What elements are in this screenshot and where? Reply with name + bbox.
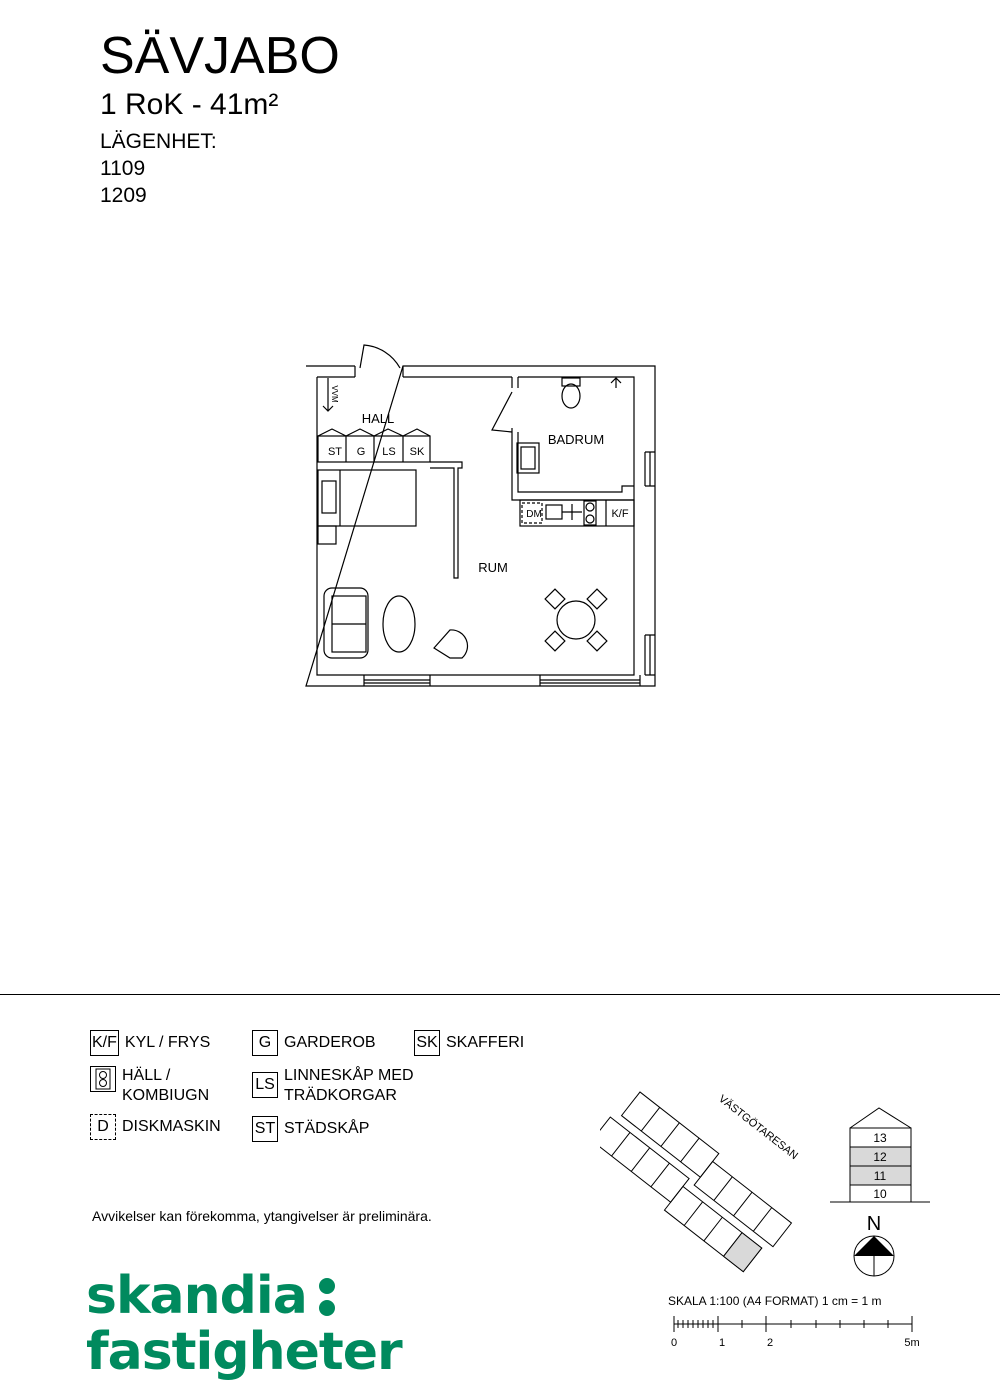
- legend-ls: [252, 1066, 414, 1106]
- room-label-hall: HALL: [361, 411, 395, 426]
- divider: [0, 994, 1000, 995]
- entrance-door: [360, 345, 400, 368]
- floor-plan: [300, 340, 660, 690]
- window: [645, 635, 655, 675]
- legend-code: G: [252, 1030, 278, 1056]
- closet-label: ST: [327, 446, 343, 458]
- site-plan: [600, 1080, 840, 1280]
- scale-label: 2: [766, 1337, 774, 1349]
- legend-hall: [90, 1066, 209, 1106]
- logo-colon-icon: [319, 1278, 337, 1316]
- floor-label: 10: [873, 1187, 887, 1201]
- scale-label: 5m: [904, 1337, 920, 1349]
- floor-stack: [825, 1100, 935, 1210]
- sofa: [324, 588, 368, 658]
- fridge-label: K/F: [611, 508, 629, 520]
- legend-text: STÄDSKÅP: [284, 1120, 370, 1137]
- dining-table: [557, 601, 595, 639]
- scale-bar: [668, 1310, 928, 1352]
- room-label-badrum: BADRUM: [547, 432, 605, 447]
- floor-label: 11: [873, 1169, 887, 1183]
- north-arrow-icon: [848, 1210, 900, 1282]
- window: [645, 452, 655, 486]
- north-label: N: [866, 1213, 882, 1235]
- scale-label: 0: [670, 1337, 678, 1349]
- dishwasher-label: DM: [526, 509, 542, 520]
- legend-text: SKAFFERI: [446, 1034, 525, 1051]
- logo-line: skandia: [86, 1266, 307, 1326]
- bed: [318, 470, 416, 526]
- apartment-label: LÄGENHET:: [100, 130, 217, 153]
- window: [364, 675, 430, 686]
- building-block: [600, 1117, 689, 1202]
- legend-text: LINNESKÅP MED TRÄDKORGAR: [284, 1067, 414, 1104]
- disclaimer: Avvikelser kan förekomma, ytangivelser är preliminära.: [92, 1208, 432, 1224]
- apartment-size: 1 RoK - 41m²: [100, 88, 279, 121]
- legend-text: KYL / FRYS: [124, 1034, 211, 1051]
- floor-label: 12: [873, 1150, 887, 1164]
- apartment-info: [100, 128, 217, 209]
- closet-label: G: [356, 446, 366, 458]
- legend-text: DISKMASKIN: [122, 1118, 221, 1135]
- toilet: [562, 378, 580, 386]
- page-title: SÄVJABO: [100, 27, 340, 85]
- room-label-rum: RUM: [478, 560, 508, 575]
- apartment-number: 1209: [100, 184, 147, 207]
- legend-text: GARDEROB: [284, 1034, 376, 1051]
- highlighted-unit: [724, 1233, 762, 1272]
- stove-icon: [90, 1066, 116, 1092]
- legend-code: SK: [414, 1030, 440, 1056]
- scale-label: 1: [718, 1337, 726, 1349]
- legend-g: [252, 1030, 376, 1056]
- scale-text: SKALA 1:100 (A4 FORMAT) 1 cm = 1 m: [668, 1294, 882, 1308]
- bathroom-door: [492, 392, 512, 432]
- apartment-number: 1109: [100, 157, 146, 180]
- legend-sk: [414, 1030, 524, 1056]
- legend-code: D: [90, 1114, 116, 1140]
- legend-code: K/F: [90, 1030, 119, 1056]
- armchair: [434, 630, 467, 658]
- legend-st: [252, 1116, 369, 1142]
- street-name: VÄSTGÖTARESAN: [716, 1092, 800, 1163]
- window: [540, 675, 640, 686]
- coffee-table: [383, 596, 415, 652]
- floor-label: 13: [873, 1131, 887, 1145]
- closet-label: SK: [409, 446, 425, 458]
- closet-label: LS: [382, 446, 396, 458]
- legend-kf: [90, 1030, 210, 1056]
- legend-code: LS: [252, 1072, 278, 1098]
- legend-text: HÄLL / KOMBIUGN: [122, 1067, 210, 1104]
- brand-logo: [86, 1268, 402, 1380]
- logo-line: fastigheter: [86, 1322, 402, 1382]
- legend-d: [90, 1114, 221, 1140]
- vvm-label: VVM: [330, 385, 339, 403]
- legend-code: ST: [252, 1116, 278, 1142]
- partition-wall: [430, 462, 462, 578]
